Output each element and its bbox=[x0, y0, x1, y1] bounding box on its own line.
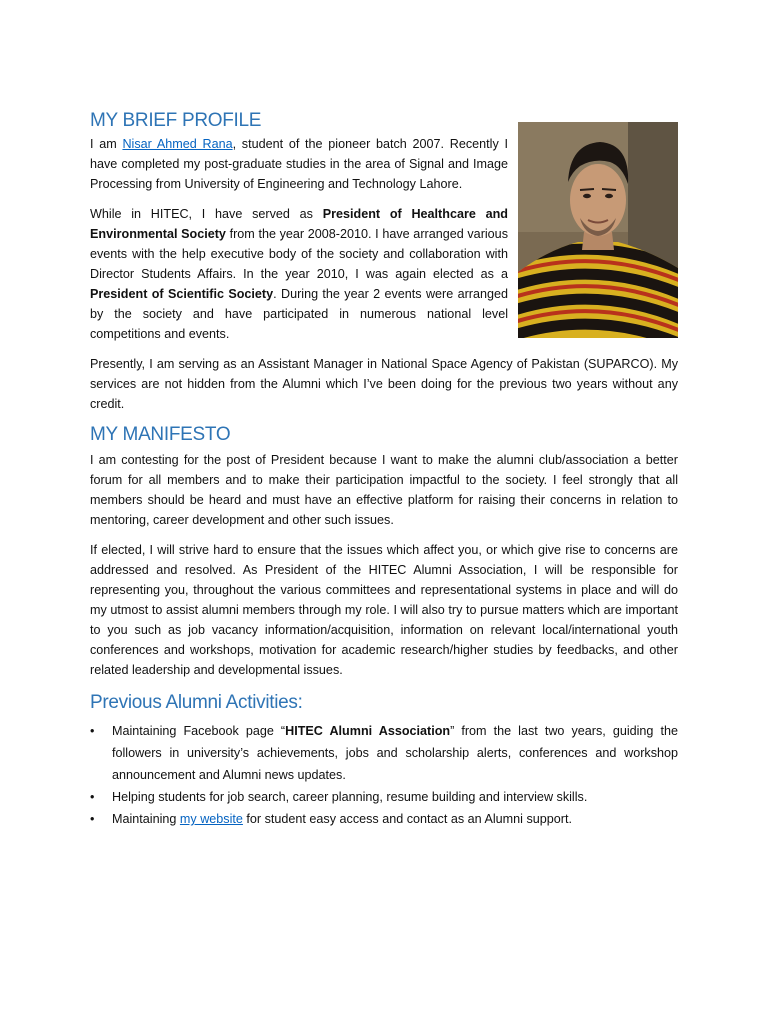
manifesto-heading: MY MANIFESTO bbox=[90, 424, 231, 445]
profile-heading: MY BRIEF PROFILE bbox=[90, 110, 262, 131]
bold-role-healthcare: President of Healthcare and Environmental Society bbox=[90, 207, 508, 241]
bullet-icon: • bbox=[90, 812, 95, 826]
activities-list bbox=[90, 720, 678, 830]
bold-page-name: HITEC Alumni Association bbox=[285, 724, 451, 738]
activities-heading: Previous Alumni Activities: bbox=[90, 692, 303, 713]
website-link[interactable]: my website bbox=[179, 812, 243, 826]
text-span: for student easy access and contact as an Alumni support. bbox=[242, 812, 572, 826]
manifesto-paragraph-2: If elected, I will strive hard to ensure that the issues which affect you, or which give rise to concerns are addressed and resolved. As President of the HITEC Alumni Association, I will be responsible for representing you, throughout the various committees and representational systems in place and will do my utmost to assist alumni members through my role. I will also try to pursue matters which are important to you such as job vacancy information/acquisition, information on relevant local/international youth conferences and workshops, motivation for academic research/higher studies by feedbacks, and other related leadership and developmental issues. bbox=[90, 543, 678, 677]
list-item bbox=[90, 786, 678, 808]
bullet-icon: • bbox=[90, 790, 95, 804]
profile-photo bbox=[518, 122, 678, 338]
profile-paragraph-3: Presently, I am serving as an Assistant Manager in National Space Agency of Pakistan (SUPARCO). My services are not hidden from the Alumni which I’ve been doing for the previous two years without any credit. bbox=[90, 357, 678, 411]
text-span: While in HITEC, I have served as bbox=[90, 207, 323, 221]
manifesto-section bbox=[90, 424, 678, 680]
bold-role-scientific: President of Scientific Society bbox=[90, 287, 274, 301]
text-span: from the year 2008-2010. I have arranged various events with the help executive body of the society and collaboration with Director Students Affairs. In the year 2010, I was again elected as a bbox=[90, 227, 508, 281]
list-item bbox=[90, 720, 678, 786]
bullet-icon: • bbox=[90, 724, 95, 738]
text-span: . During the year 2 events were arranged by the society and have participated in numerous national level competitions and events. bbox=[90, 287, 508, 341]
profile-section bbox=[90, 110, 678, 414]
text-span: Maintaining Facebook page “ bbox=[112, 724, 286, 738]
activities-section bbox=[90, 692, 678, 830]
text-span: Maintaining bbox=[112, 812, 180, 826]
text-span: I am bbox=[90, 137, 123, 151]
text-span: Helping students for job search, career planning, resume building and interview skills. bbox=[112, 790, 588, 804]
text-span: , student of the pioneer batch 2007. Recently I have completed my post-graduate studies in the area of Signal and Image Processing from University of Engineering and Technology Lahore. bbox=[90, 137, 508, 191]
name-link[interactable]: Nisar Ahmed Rana bbox=[122, 137, 233, 151]
list-item bbox=[90, 808, 678, 830]
text-span: ” from the last two years, guiding the followers in university’s achievements, jobs and scholarship alerts, conferences and workshop announcement and Alumni news updates. bbox=[112, 724, 678, 782]
manifesto-paragraph-1: I am contesting for the post of President because I want to make the alumni club/association a better forum for all members and to make their participation impactful to the society. I feel strongly that all members should be heard and must have an effective platform for raising their concerns in relation to mentoring, career development and other such issues. bbox=[90, 453, 678, 527]
